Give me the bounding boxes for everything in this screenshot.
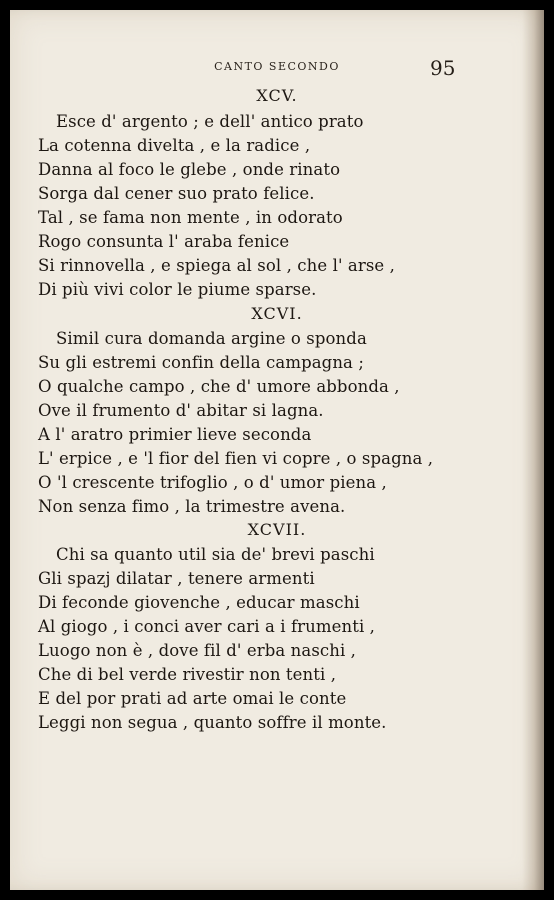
book-page (10, 10, 544, 890)
verse-line: Non senza fimo , la trimestre avena. (38, 497, 346, 516)
verse-line: Luogo non è , dove fil d' erba naschi , (38, 641, 357, 660)
verse-line: Su gli estremi confin della campagna ; (38, 353, 364, 372)
running-head: CANTO SECONDO (214, 60, 340, 73)
verse-line: O qualche campo , che d' umore abbonda , (38, 377, 400, 396)
stanza-number: XCVI. (251, 304, 303, 323)
verse-line: E del por prati ad arte omai le conte (38, 689, 347, 708)
verse-line: Gli spazj dilatar , tenere armenti (38, 569, 315, 588)
verse-line: Rogo consunta l' araba fenice (38, 232, 290, 251)
verse-line: Sorga dal cener suo prato felice. (38, 184, 315, 203)
verse-line: O 'l crescente trifoglio , o d' umor piena , (38, 473, 387, 492)
verse-line: Leggi non segua , quanto soffre il monte. (38, 713, 387, 732)
stanza-number: XCVII. (247, 520, 307, 539)
page-edge-shadow (522, 10, 544, 890)
verse-line: Al giogo , i conci aver cari a i frumenti , (38, 617, 376, 636)
verse-line: A l' aratro primier lieve seconda (38, 425, 312, 444)
verse-line: Chi sa quanto util sia de' brevi paschi (56, 545, 375, 564)
verse-line: Che di bel verde rivestir non tenti , (38, 665, 337, 684)
verse-line: La cotenna divelta , e la radice , (38, 136, 311, 155)
verse-line: Esce d' argento ; e dell' antico prato (56, 112, 364, 131)
verse-line: Simil cura domanda argine o sponda (56, 329, 367, 348)
verse-line: Si rinnovella , e spiega al sol , che l' arse , (38, 256, 395, 275)
verse-line: L' erpice , e 'l fior del fien vi copre , o spagna , (38, 449, 434, 468)
verse-line: Di feconde giovenche , educar maschi (38, 593, 360, 612)
page-number: 95 (430, 56, 456, 80)
verse-line: Di più vivi color le piume sparse. (38, 280, 317, 299)
stanza-number: XCV. (256, 86, 298, 105)
verse-line: Danna al foco le glebe , onde rinato (38, 160, 341, 179)
verse-line: Ove il frumento d' abitar si lagna. (38, 401, 324, 420)
verse-line: Tal , se fama non mente , in odorato (38, 208, 343, 227)
